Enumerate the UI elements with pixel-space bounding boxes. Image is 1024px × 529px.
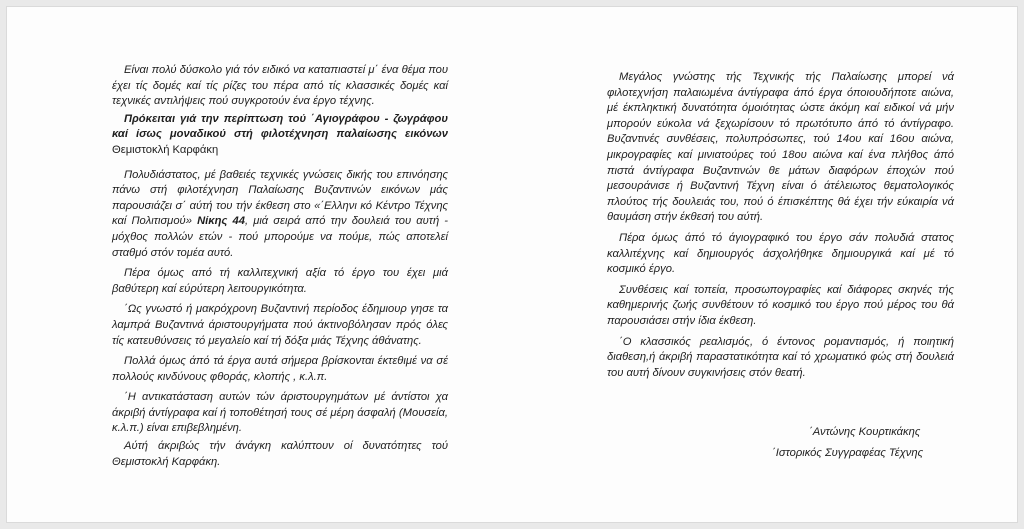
artist-intro-paragraph — [112, 112, 448, 159]
exhibition-address: Νίκης 44 — [197, 215, 245, 228]
right-text-column — [607, 70, 954, 381]
signature-role: ΄Ιστορικός Συγγραφέας Τέχνης — [772, 447, 924, 459]
signature-name: ΄Αντώνης Κουρτικάκης — [809, 426, 921, 438]
byzantine-period-paragraph: ΄Ως γνωστό ή μακρόχρονη Βυζαντινή περίοδος έδημιουρ γησε τα λαμπρά Βυζαντινά άριστουργήματα πού άκτινοβόλησαν πρός όλες τίς κατευθύνσεις τό μεγαλείο καί τή δόξα μιάς Τέχνης άθάνατης. — [112, 303, 448, 347]
dangers-paragraph: Πολλά όμως άπό τά έργα αυτά σήμερα βρίσκονται έκτεθιμέ να σέ πολλούς κινδύνους φθοράς, κλοπής , κ.λ.π. — [112, 355, 448, 383]
exhibition-text-b: , μιά σειρά από την δουλειά του αυτή - μόχθος πολλών ετών - πού μπορούμε να πούμε, πώς αποτελεί σταθμό στόν τομέα αυτό. — [112, 215, 449, 259]
brochure-page — [6, 6, 1018, 523]
realism-paragraph: ΄Ο κλασσικός ρεαλισμός, ό έντονος ρομαντισμός, ή ποιητική διαθεση,ή άκριβή παραστατικότητα καί τό χρωματικό φώς στή δουλειά του αυτή δίνουν συγκινήσεις στόν θεατή. — [607, 335, 954, 379]
exhibition-paragraph — [112, 168, 448, 262]
artist-name: Θεμιστοκλή Καρφάκη — [112, 143, 219, 156]
replacement-paragraph: ΄Η αντικατάσταση αυτών τών άριστουργημάτων μέ άντίστοι χα άκριβή άντίγραφα καί ή τοποθέτησή τους σέ μέρη άσφαλή (Μουσεία, κ.λ.π.) είναι επιβεβλημένη. — [112, 391, 448, 435]
artistic-value-paragraph: Πέρα όμως από τή καλλιτεχνική αξία τό έργο του έχει μιά βαθύτερη καί εύρύτερη λειτουργικότητα. — [112, 267, 448, 295]
artist-intro-bold: Πρόκειται γιά την περίπτωση τού ΄Αγιογράφου - ζωγράφου καί ίσως μοναδικού στή φιλοτέχνηση παλαίωσης εικόνων — [112, 112, 448, 141]
left-text-column — [112, 63, 448, 470]
compositions-paragraph: Συνθέσεις καί τοπεία, προσωπογραφίες καί διάφορες σκηνές τής καθημερινής ζωής συνθέτουν τό κοσμικό του έργο πού μέρος του θά παρουσιάσει στήν ίδια έκθεση. — [607, 283, 954, 327]
intro-paragraph: Είναι πολύ δύσκολο γιά τόν ειδικό να καταπιαστεί μ΄ ένα θέμα που έχει τίς δομές καί τίς ρίζες του πέρα από τίς κλασσικές δομές καί τεχνικές αντιλήψεις πού συγκροτούν ένα έργο τέχνης. — [112, 64, 448, 108]
technique-paragraph: Μεγάλος γνώστης τής Τεχνικής τής Παλαίωσης μπορεί νά φιλοτεχνήση παλαιωμένα άντίγραφα άπό έργα όποιουδήποτε αιώνα, μέ έκπληκτική δυνατότητα όμοιότητας ώστε άκόμη καί ειδικοί νά μήν μπορούν εύκολα νά ξεχωρίσουν τό πρωτότυπο άπό τό άντίγραφο. Βυζαντινές συνθέσεις, πολυπρόσωπες, τού 14ου καί 16ου αιώνα, μικρογραφίες καί μινιατούρες τού 18ου αιώνα καί ένα πλήθος άπό πιστά άντίγραφα Βυζαντινών θε μάτων διαφόρων έποχών πού μεσουράνισε ή Βυζαντινή Τέχνη είναι ό άτέλειωτος θεματολογικός πλούτος τής δουλειάς του, πού ό έπισκέπτης θά έχει τήν εύκαιρία νά θαυμάση στήν έκθεσή του αύτή. — [607, 71, 954, 224]
exhibition-text-a: Πολυδιάστατος, μέ βαθειές τεχνικές γνώσεις δικής του επινόησης πάνω στή φιλοτέχνηση Παλαίωσης Βυζαντινών εικόνων μάς παρουσιάζει σ΄ αύτή του τήν έκθεση στο «΄Ελληνι κό Κέντρο Τέχνης καί Πολιτισμού» — [112, 168, 448, 228]
secular-work-paragraph: Πέρα όμως άπό τό άγιογραφικό του έργο σάν πολυδιά στατος καλλιτέχνης καί δημιουργός άσχολήθηκε δημιουργικά καί μέ τό κοσμικό έργο. — [607, 231, 954, 276]
need-paragraph: Αύτή άκριβώς τήν άνάγκη καλύπτουν οί δυνατότητες τού Θεμιστοκλή Καρφάκη. — [112, 440, 448, 468]
